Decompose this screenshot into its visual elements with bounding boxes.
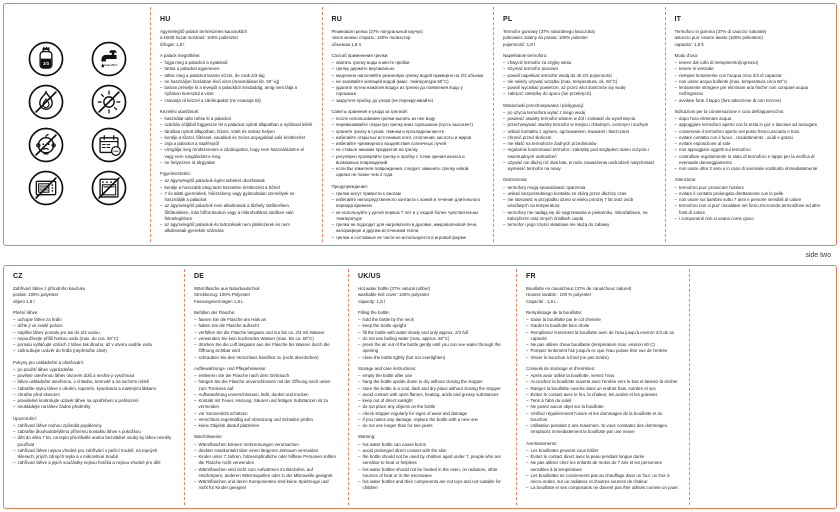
- instruction-item: – ne helyezzen rá tárgyakat: [160, 160, 313, 166]
- instruction-item: – non appoggiare oggetti sul termoforo: [675, 147, 828, 153]
- instruction-item: – избегайте открытых источников огня, отопления, кислоты и жиров: [332, 135, 485, 141]
- instruction-block: [13, 416, 175, 467]
- instruction-item: – pomalu vytlačujte vzduch z láhve tak dlouho, až v otvoru uvidíte vodu: [13, 342, 175, 348]
- instruction-item: – direkter Hautkontakt über einen längeren Zeitraum vermeiden: [194, 448, 339, 454]
- intro-line: Fassungsvermögen 1,8 L: [194, 298, 244, 304]
- instruction-item: – trzymać termofor pionowo: [503, 66, 656, 72]
- instruction-block: [160, 171, 313, 235]
- instruction-item: – držte ji ve svislé poloze: [13, 323, 175, 329]
- language-column-ru: [323, 4, 494, 245]
- no-microwave-icon: [27, 169, 65, 207]
- instruction-item: – chraňte před sluncem: [13, 392, 175, 398]
- language-column-hu: [151, 4, 322, 245]
- instruction-item: – az ágymelegítő palackok és tartozékaik nem játékszerek és nem alkalmasak gyerekek számára: [160, 222, 313, 235]
- instruction-item: – Accrochez la bouillotte ouverte avec l'entrée vers le bas et laissez-la sécher: [526, 379, 680, 385]
- instruction-item: – drücken Sie die Luft langsam aus der Flasche bis Wasser durch die Öffnung sichtbar wird: [194, 342, 339, 355]
- instruction-block: [526, 441, 680, 492]
- instruction-item: – hang the bottle upside down to dry without closing the stopper: [358, 379, 507, 385]
- instruction-item: – Vérifiez régulièrement l'usure et les dommages de la bouillotte et du bouchon: [526, 411, 680, 424]
- instruction-item: – ne használjon forrásban lévő vizet (maximálisan kb. 60°-ig): [160, 79, 313, 85]
- instruction-item: – nepoužívejte příliš horkou vodu (max. do cca. 60°C): [13, 336, 175, 342]
- language-column-fr: [517, 266, 689, 508]
- bottle-fill-label: 2/3: [42, 60, 49, 66]
- instruction-item: – Ne posez aucun objet sur la bouillotte: [526, 404, 680, 410]
- intro-line: Termoforo in gomma (37% di caucciu' naturale): [674, 29, 767, 34]
- instruction-item: – грелку держите вертикально: [332, 66, 485, 72]
- instruction-block: [332, 184, 485, 241]
- instruction-item: – verwenden Sie kein kochendes Wasser (max. bis ca. 60°C): [194, 336, 339, 342]
- block-heading: Modo d'uso:: [674, 52, 699, 58]
- instruction-item: – kerülje a tűzzel, fűtéssel, savakkal és zsíros anyagokkal való érintkezést: [160, 135, 313, 141]
- instruction-item: – check stopper regularly for signs of wear and damage: [358, 411, 507, 417]
- instruction-item: – удалите путем нажатия воздух из грелки до появления воды у горлышка: [332, 85, 485, 98]
- instruction-item: – evitare esposizione al sole: [675, 141, 828, 147]
- instruction-item: – если Вы заметили повреждения, следует заменить грелку новой, однако не позже чем 2 года: [332, 166, 485, 179]
- instruction-item: – non usare oltre 2 anni e in caso di anomalie sostituirlo immediatamente: [675, 166, 828, 172]
- tap-max-temperature-icon: [90, 40, 128, 78]
- no-infants-icon: [27, 126, 65, 164]
- instruction-item: – láhev uskladněte otevřenou, v chladnu, temnotě a na suchém místě: [13, 379, 175, 385]
- instruction-item: – unikać bezpośredniego kontaktu ze skórą przez dłuższy czas: [503, 191, 656, 197]
- instruction-item: – děti do věku 7 let, na teplo přecitlivělé anebo bezvládné osoby by láhev neměly používat: [13, 435, 175, 448]
- language-code: UK/US: [358, 273, 381, 280]
- instruction-item: – избегайте чрезмерного воздействия солнечных лучей: [332, 141, 485, 147]
- instruction-block: [526, 366, 680, 436]
- product-intro: [13, 286, 175, 305]
- instruction-block: [526, 310, 680, 361]
- instruction-item: – Wärmflaschen können Verbrennungen verursachen: [194, 442, 339, 448]
- intro-line: a kötött huzat mosható: 100% poliészter: [160, 35, 239, 41]
- instruction-item: – i componenti non si usano come gioco: [675, 216, 828, 222]
- instruction-blocks: [332, 53, 485, 241]
- block-heading: Warning:: [358, 434, 376, 440]
- instruction-item: – fassen Sie die Flasche am Hals an: [194, 317, 339, 323]
- instruction-item: – lassan préselje ki a levegőt a palackból mindaddig, amíg nem látja a nyíláson keresztül a vizet: [160, 85, 313, 98]
- block-heading: A palack megtöltése:: [160, 52, 201, 58]
- block-heading: Remplissage de la bouillotte:: [526, 309, 583, 315]
- intro-line: Zahřívací láhev z přírodního kaučuku: [13, 286, 86, 291]
- instruction-item: – Garder la bouillotte bien droite: [526, 323, 680, 329]
- instruction-item: – Tenir à l'abri du soleil: [526, 398, 680, 404]
- block-heading: Warnhinweise:: [194, 434, 223, 440]
- instruction-item: – termoforo puo' provocare l'ustioni: [675, 185, 828, 191]
- instruction-blocks: [160, 53, 313, 235]
- instruction-item: – az ágymelegítő palackok égési sebeket okozhatnak: [160, 178, 313, 184]
- product-intro: [526, 286, 680, 305]
- instruction-item: – keep the bottle upright: [358, 323, 507, 329]
- instruction-item: – не ставьте никаких предметов на грелку: [332, 147, 485, 153]
- instruction-item: – vor Sonnenlicht schützen: [194, 411, 339, 417]
- instruction-item: – Wärmflaschen und deren Komponenten sind keine Spielzeuge und nicht für Kinder geeignet: [194, 479, 339, 492]
- instruction-item: – Kontakt mit Feuer, Heizung, Säuren und fettigen Substanzen ist zu vermeiden: [194, 398, 339, 411]
- instruction-item: – halten Sie die Flasche aufrecht: [194, 323, 339, 329]
- instruction-item: – do not use boiling water (max. approx. 60°C): [358, 336, 507, 342]
- instruction-item: – vizsgálja meg rendszeresen a zárókupakot, hogy nem használódott-e el vagy nem rongálódott-e meg: [160, 147, 313, 160]
- block-heading: Kezelési utasítások:: [160, 108, 200, 114]
- block-heading: Attenzione:: [674, 177, 697, 183]
- instruction-item: – non usare sui bambini sotto 7 anni e persone sensibili al calore: [675, 197, 828, 203]
- instruction-item: – закрутите пробку до упора (не перекручивайте): [332, 98, 485, 104]
- instruction-item: – avoid prolonged direct contact with the skin: [358, 448, 507, 454]
- instruction-item: – Les bouillottes ne conviennent pas au chauffage dans un four, un four à micro-ondes, sur un radiateur et d'autres sources de chaleur: [526, 473, 680, 486]
- block-heading: Avertissements:: [526, 440, 558, 446]
- intro-line: Capacité : 1,8 L.: [526, 298, 558, 304]
- instruction-block: [358, 310, 507, 361]
- instruction-item: – hot water bottle can cause burns: [358, 442, 507, 448]
- intro-line: objem 1,8 l: [13, 298, 35, 304]
- product-intro: [160, 29, 313, 48]
- instruction-item: – do not place any objects on the bottle: [358, 404, 507, 410]
- intro-line: Hot water bottle (37% natural rubber): [358, 286, 431, 291]
- safety-icons-column: [4, 4, 150, 245]
- block-heading: Figyelmeztetés:: [160, 171, 191, 176]
- instruction-item: – не заливайте кипящей водой (макс. температура 60°C): [332, 79, 485, 85]
- block-heading: Indicazioni per la conservazione e cura dell'apparecchio:: [674, 108, 785, 114]
- intro-line: Termofor gumowy (37% naturalnego kauczuka): [503, 29, 596, 34]
- instruction-item: – грелка не подходит для нагревателя в духовке, микроволновой печи, калорифере и другим источником тепла: [332, 222, 485, 235]
- instruction-block: [13, 310, 175, 355]
- instruction-blocks: [358, 310, 507, 492]
- intro-line: Housse lavable : 100 % polyester: [526, 292, 592, 298]
- instruction-block: [160, 109, 313, 166]
- instruction-item: – conservare il termoforo aperto nel posto fresco,asciutto e buio: [675, 129, 828, 135]
- instruction-item: – termofory nie nadają się do nagrzewania w piekarniku, mikrofalówce, na kaloryferze oraz innych źródłach ciepła: [503, 210, 656, 223]
- instruction-item: – non usare acqua bollente (max. temperatura circa 60°c): [675, 79, 828, 85]
- block-heading: Upozornění:: [13, 415, 37, 421]
- instruction-item: – press the air out of the bottle gently until you can see water through the opening: [358, 342, 507, 355]
- language-code: RU: [331, 16, 343, 23]
- instruction-item: – не используйте у детей первых 7 лет и у людей более чувствительны температуре: [332, 210, 485, 223]
- intro-line: pojemność: 1,8 l: [503, 41, 535, 47]
- instruction-item: – zahřívací láhve a jejich součástky nejsou hračka a nejsou vhodné pro děti: [13, 460, 175, 466]
- instruction-item: – nie należy używać wrzątku (max. temperatura: ok. 60°C): [503, 79, 656, 85]
- instruction-item: – controllare regolarmente lo stato di termoforo e tappo per la verifica di eventuale danneggiamento: [675, 154, 828, 167]
- bottle-fill-two-thirds-icon: [27, 40, 65, 78]
- instruction-item: – close the bottle tightly (but not overtighten): [358, 355, 507, 361]
- instruction-item: – после использования грелки вылить из нее воду: [332, 116, 485, 122]
- language-code: DE: [194, 273, 205, 280]
- instruction-item: – do not use longer than for two years: [358, 423, 507, 429]
- instruction-item: – регулярно проверяйте грелку и пробку с точки зрения износа и возможных повреждений: [332, 154, 485, 167]
- instruction-item: – Kinder unter 7 Jahren, hitzeempfindliche oder hilflose Personen sollten die Flasche nicht verwenden: [194, 454, 339, 467]
- language-code: IT: [674, 16, 682, 23]
- empty-column: [690, 266, 836, 508]
- instruction-item: – przechowywać otwarty termofor w miejscu chłodnym, ciemnym i suchym: [503, 122, 656, 128]
- instruction-blocks: [503, 53, 656, 229]
- instruction-item: – riempire lentamente con l'acqua circa 2/3 di capacita': [675, 73, 828, 79]
- intro-line: Ágymelegítő palack természetes kaucsukból: [160, 29, 247, 34]
- product-intro: [675, 29, 828, 48]
- instruction-blocks: [13, 310, 175, 467]
- instruction-item: – entleeren Sie die Flasche nach dem Gebrauch: [194, 373, 339, 379]
- instruction-item: – evitare contatto con il fuoco , riscaldamento , acidi e grassi: [675, 135, 828, 141]
- language-column-it: [666, 4, 837, 245]
- instruction-item: – pověste otevřenou láhev otvorem dolů a nechte ji vyschnout: [13, 373, 175, 379]
- instruction-item: – избегайте непосредственного контакта с кожей в течение длительного периода времени: [332, 197, 485, 210]
- tap-max-temp-label: max 60°c: [103, 63, 117, 68]
- language-column-de: [185, 266, 348, 508]
- side-label: side two: [805, 252, 831, 259]
- intro-line: povlak: 100% polyester: [13, 292, 59, 298]
- instruction-item: – Remplissez lentement la bouillotte avec de l'eau jusqu'à environ 2/3 de sa capacité: [526, 330, 680, 343]
- instruction-item: – regularnie kontrolować termofor i zakrętkę pod względem stanu zużycia i ewentualnych uszkodzeń: [503, 147, 656, 160]
- instruction-item: – hold the bottle by the neck: [358, 317, 507, 323]
- block-heading: Pokyny pro uskladnění a ošetřování:: [13, 359, 85, 365]
- instruction-block: [160, 53, 313, 104]
- product-intro: [503, 29, 656, 48]
- instruction-blocks: [526, 310, 680, 492]
- instruction-item: – verfüllen Sie die Flasche langsam und nur bis ca. 2/3 mit Wasser: [194, 330, 339, 336]
- instruction-item: – перевешивайте открытую грелку вниз горлышком (пусть высохнет): [332, 122, 485, 128]
- instruction-item: – appoggiare termoforo aperto con la testa in giu' e lasciare ad asciugare: [675, 122, 828, 128]
- instruction-item: – pravidelně kontrolujte uzávěr láhve na opotřebení a poškození: [13, 398, 175, 404]
- instruction-item: – termoforo non si puo' riscaldare nel forno,microonde,termosifone ed altre fonti di calore: [675, 203, 828, 216]
- instruction-block: [194, 434, 339, 491]
- product-intro: [194, 286, 339, 305]
- instruction-item: – dopo l'uso eliminare acqua: [675, 116, 828, 122]
- instruction-block: [503, 53, 656, 98]
- instruction-item: – the bottle should not be used by children aged under 7, people who are sensitive to heat or helpless: [358, 454, 507, 467]
- intro-line: astuccio puo' essere lavato (100% poliestere): [674, 35, 763, 41]
- language-column-pl: [494, 4, 665, 245]
- instruction-item: – nie kłaść na termoforze żadnych przedmiotów: [503, 141, 656, 147]
- panel-top: [3, 3, 837, 246]
- instruction-item: – powoli wyciskać powietrze, aż przez wlot dostrzeże się wodę: [503, 85, 656, 91]
- instruction-block: [332, 109, 485, 179]
- instruction-block: [503, 103, 656, 173]
- instruction-item: – zašroubujte uzávěr do hrdla (nepřetočte závit): [13, 348, 175, 354]
- block-heading: Aufbewahrungs- und Pflegehinweise:: [194, 365, 267, 371]
- instruction-block: [675, 53, 828, 104]
- instruction-item: – Wärmflaschen sind nicht zum Aufwärmen im Backofen, auf Heizkörpern, anderen Wärmequellen oder in der Mikrowelle geeignet: [194, 467, 339, 480]
- block-heading: Befüllen der Flasche:: [194, 309, 236, 315]
- instruction-item: – Utilisation pendant 2 ans maximum. Si vous constatez des dommages, remplacez immédiatement la bouillotte par une neuve: [526, 423, 680, 436]
- instruction-blocks: [675, 53, 828, 222]
- instruction-item: – hot water bottles and their components are not toys and not suitable for children: [358, 479, 507, 492]
- instruction-item: – po użyciu termofora wylać z niego wodę: [503, 110, 656, 116]
- block-heading: Napełnianie termoforu:: [503, 52, 548, 58]
- instruction-item: – медленно наполняйте резиновую грелку водой примерно на 2/3 объема: [332, 73, 485, 79]
- instruction-item: – kerülje a hosszabb ideig tartó közvetlen érintkezést a bőrrel: [160, 185, 313, 191]
- instruction-item: – óvja a palackot a napfénytől: [160, 141, 313, 147]
- instruction-item: – Évitez le contact avec le feu, la chaleur, les acides et les graisses: [526, 392, 680, 398]
- instruction-item: – Ne pas utiliser chez les enfants de moins de 7 ans et les personnes sensibles à la température: [526, 460, 680, 473]
- language-column-cz: [4, 266, 184, 508]
- instruction-item: – unikać kontaktu z ogniem, ogrzewaniem, kwasami i tłuszczami: [503, 129, 656, 135]
- instruction-item: – tenere in verticale: [675, 66, 828, 72]
- intro-line: Strickbezug: 100% Polyester: [194, 292, 251, 298]
- block-heading: Предупреждения:: [331, 183, 368, 189]
- instruction-item: – Après avoir utilisé la bouillotte, versez l'eau: [526, 373, 680, 379]
- instruction-item: – chwycić termofor za szyjkę wlotu: [503, 60, 656, 66]
- instruction-item: – Évitez le contact direct avec la peau pendant longue durée: [526, 454, 680, 460]
- instruction-item: – fill the bottle with water slowly and only approx. 2/3 full: [358, 330, 507, 336]
- instruction-item: – if you notice any damage, replace the bottle with a new one: [358, 417, 507, 423]
- intro-line: capacita': 1,8 lt: [674, 41, 704, 47]
- instruction-item: – 7 év alatti gyermekek, hőérzékeny vagy gyámoltalan személyek ne használják a palackot: [160, 191, 313, 204]
- instruction-item: – Ne pas utiliser d'eau bouillante (température max. environ 60 C): [526, 342, 680, 348]
- instruction-item: – avoid contact with open flames, heating, acids and greasy substances: [358, 392, 507, 398]
- instruction-item: – La bouillotte et ses composants ne doivent pas être utilisés comme un jouet: [526, 485, 680, 491]
- instruction-item: – termofor i jego części składowe nie służą do zabawy: [503, 222, 656, 228]
- instruction-blocks: [194, 310, 339, 492]
- block-heading: Способ применения грелки:: [331, 52, 389, 58]
- instruction-block: [358, 434, 507, 491]
- instruction-item: – Visser le bouchon à fond (ne pas tordre): [526, 355, 680, 361]
- max-usage-label: max: [112, 150, 118, 154]
- language-code: CZ: [13, 273, 23, 280]
- instruction-block: [332, 53, 485, 104]
- instruction-item: – szárítás céljából függessze fel a palackot nyitott állapotban a nyílással lefelé: [160, 122, 313, 128]
- product-intro: [358, 286, 507, 305]
- language-code: HU: [160, 16, 171, 23]
- instruction-item: – zahřívací láhve nejsou vhodné pro zahřívání v pečicí troubě, na topných tělesech, jiných zdrojích tepla a v mikrovlnné troubě: [13, 448, 175, 461]
- instruction-item: – грелки могут привести к ожогам: [332, 191, 485, 197]
- instruction-block: [675, 109, 828, 173]
- instruction-item: – használat után ürítse ki a palackot: [160, 116, 313, 122]
- product-intro: [332, 29, 485, 48]
- instruction-item: – store the bottle in a cool, dark and dry place without closing the stopper: [358, 386, 507, 392]
- language-code: PL: [503, 16, 513, 23]
- instruction-item: – termofory mogą spowodować oparzenia: [503, 185, 656, 191]
- block-heading: Plnění láhve:: [13, 309, 39, 315]
- instruction-item: – Saisir la bouillotte par le col d'entrée: [526, 317, 680, 323]
- instruction-item: – Aufbewahrung unverschlossen, kühl, dunkel und trocken: [194, 392, 339, 398]
- instruction-item: – храните грелку в сухом, темном и прохладном месте: [332, 129, 485, 135]
- instruction-block: [675, 177, 828, 222]
- instruction-item: – zakręcić zakrętkę do oporu (nie przekręcić): [503, 91, 656, 97]
- instruction-item: – keep out of direct sunlight: [358, 398, 507, 404]
- language-code: FR: [526, 273, 536, 280]
- intro-line: чехол можно стирать: 100% полиэстер: [331, 35, 411, 41]
- instruction-item: – empty the bottle after use: [358, 373, 507, 379]
- instruction-item: – evitare il contatto prolungato direttamente con la pelle: [675, 191, 828, 197]
- intro-line: Bouillotte en caoutchouc (37% de caoutchouc naturel): [526, 286, 632, 291]
- instruction-item: – po použití láhev vyprázdněte: [13, 367, 175, 373]
- instruction-item: – uchopte láhev za hrdlo: [13, 317, 175, 323]
- instruction-item: – fogja meg a palackot a nyakánál: [160, 60, 313, 66]
- block-heading: Wskazówki przechowywania i pielęgnacji:: [503, 102, 585, 108]
- instruction-item: – tárolása nyitott állapotban, hűvös, sötét és száraz helyen: [160, 129, 313, 135]
- intro-line: űrfogat: 1,8 l: [160, 41, 185, 47]
- instruction-item: – töltse meg a palackot lassan vízzel, de csak 2/3-áig: [160, 73, 313, 79]
- instruction-item: – хватать грелку воды в месте пробки: [332, 60, 485, 66]
- instruction-item: – keine Objekte darauf platzieren: [194, 423, 339, 429]
- instruction-item: – tartsa a palackot egyenesen: [160, 66, 313, 72]
- no-direct-sunlight-icon: [90, 83, 128, 121]
- intro-line: capacity: 1,8 l: [358, 298, 385, 304]
- instruction-block: [13, 360, 175, 411]
- no-oven-icon: [90, 169, 128, 207]
- instruction-item: – tenere dal collo di riempimento(ingresso): [675, 60, 828, 66]
- intro-line: объемом 1,8 л: [331, 41, 362, 47]
- instruction-block: [358, 366, 507, 430]
- intro-line: Wärmflasche aus Naturkautschuk: [194, 286, 260, 291]
- instruction-item: – Les bouillottes peuvent vous brûler: [526, 448, 680, 454]
- instruction-item: – neukládejte na láhev žádné předměty: [13, 404, 175, 410]
- block-heading: Conseils de stockage et d'entretien:: [526, 365, 596, 371]
- instruction-item: – az ágymelegítő palackok nem alkalmasak a tűzhely sütőterében, fűtőtesteken, más hőforrásokon vagy a mikrohullámú sütőben való felmelegítésre: [160, 203, 313, 222]
- block-heading: Советы хранения и ухода за грелкой:: [331, 108, 408, 114]
- instruction-item: – lentamente stringere per eliminare aria finche' non compare acqua nell'ingresso: [675, 85, 828, 98]
- instruction-item: – powiesić otwarty termofor wlotem w dół i zostawić do wyschnięcia: [503, 116, 656, 122]
- instruction-block: [194, 310, 339, 361]
- instruction-item: – powoli napełniać termofor wodą do ok 2/3 pojemności: [503, 73, 656, 79]
- max-usage-period-icon: [90, 126, 128, 164]
- no-open-flame-icon: [27, 83, 65, 121]
- instruction-item: – schrauben Sie den Verschluss handfest zu (nicht überdrehen): [194, 355, 339, 361]
- instruction-item: – Verschluss regelmäßig auf Abnutzung und Schaden prüfen: [194, 417, 339, 423]
- intro-line: Резиновая грелка (37% натуральный каучук): [331, 29, 423, 34]
- block-heading: Ostrzeżenia:: [503, 177, 528, 183]
- instruction-block: [194, 366, 339, 430]
- instruction-item: – avvitare forte il tappo (fare attenzione di non torcere): [675, 98, 828, 104]
- instruction-item: – csavarja rá kézzel a zárókupakot (ne csavarja túl): [160, 98, 313, 104]
- intro-line: washable knit cover: 100% polyester: [358, 292, 430, 298]
- intro-line: pokrowiec zdatny do prania: 100% poliester: [503, 35, 588, 41]
- block-heading: Filling the bottle:: [358, 309, 390, 315]
- instruction-item: – грелка и составные ее части не используются в игровой форме: [332, 235, 485, 241]
- instruction-item: – Pompez lentement l'air jusqu'à ce que l'eau puisse être vue de l'entrée: [526, 348, 680, 354]
- instruction-item: – nie stosować w przypadku dzieci w wieku poniżej 7 lat oraz osób wrażliwych na temperaturę: [503, 197, 656, 210]
- instruction-item: – Rangez la bouillotte ouverte dans un endroit frais, sombre et sec: [526, 386, 680, 392]
- instruction-item: – zabraňte styku láhve s ohněm, topením, kyselinami a mastnými látkami: [13, 386, 175, 392]
- language-column-ukus: [349, 266, 516, 508]
- instruction-item: – hot water bottles should not be heated in the oven, on radiators, other sources of heat or in the microwave: [358, 467, 507, 480]
- block-heading: Storage and care instructions:: [358, 365, 417, 371]
- instruction-item: – zabraňte dlouhodobějšímu přímému kontaktu láhve s pokožkou: [13, 429, 175, 435]
- instruction-item: – hängen Sie die Flasche unverschlossen mit der Öffnung nach unten zum Trocknen auf: [194, 379, 339, 392]
- instruction-item: – używać nie dłużej niż dwa lata, w razie zauważenia uszkodzeń natychmiast wymienić termofor na nowy: [503, 160, 656, 173]
- instruction-block: [503, 177, 656, 228]
- instruction-item: – naplňte láhev pomalu jen asi do 2/3 vodou: [13, 330, 175, 336]
- instruction-item: – chronić przed słońcem: [503, 135, 656, 141]
- instruction-item: – zahřívací láhve mohou způsobit popáleniny: [13, 423, 175, 429]
- panel-bottom: [3, 265, 837, 509]
